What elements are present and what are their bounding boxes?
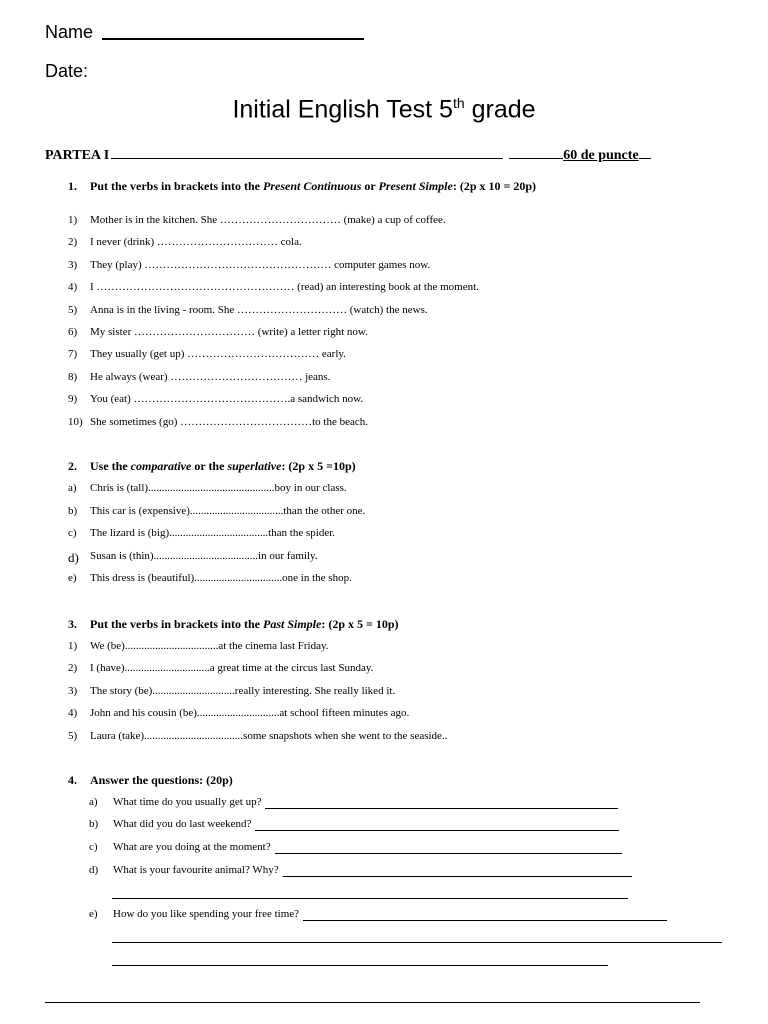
- exercise-2-item-4: [68, 550, 708, 566]
- exercise-3-item-1: [68, 640, 708, 656]
- exercise-1-item-8: [68, 371, 708, 387]
- item-number: b): [89, 818, 99, 830]
- item-text[interactable]: John and his cousin (be)..............................at school fifteen minutes ago.: [90, 707, 410, 720]
- item-number: 4): [68, 281, 78, 294]
- item-number: 6): [68, 326, 78, 338]
- exercise-3-item-2: [68, 662, 708, 678]
- item-number: d): [89, 864, 99, 876]
- item-text[interactable]: I ……………………………………………… (read) an interesting book at the moment.: [90, 281, 479, 294]
- item-text[interactable]: Anna is in the living - room. She ………………………… (watch) the news.: [90, 303, 428, 316]
- item-number: 2): [68, 662, 78, 675]
- exercise-1-item-7: [68, 348, 708, 364]
- exercise-3-item-3: [68, 685, 708, 701]
- answer-line-e[interactable]: [303, 920, 667, 921]
- answer-line-e4[interactable]: [45, 1002, 700, 1003]
- item-text[interactable]: We (be)..................................at the cinema last Friday.: [90, 640, 329, 652]
- exercise-1-item-3: [68, 259, 708, 275]
- name-field[interactable]: [45, 22, 364, 43]
- exercise-3-item-5: [68, 730, 708, 746]
- item-number: 8): [68, 370, 78, 383]
- exercise-3-heading: 3. Put the verbs in brackets into the Past Simple: (2p x 5 = 10p): [68, 617, 399, 631]
- answer-line-d[interactable]: [283, 876, 632, 877]
- exercise-1-item-2: [68, 236, 708, 252]
- exercise-1-item-10: [68, 416, 708, 432]
- item-text[interactable]: Susan is (thin)......................................in our family.: [90, 549, 318, 562]
- item-text[interactable]: He always (wear) ……………………………… jeans.: [90, 370, 331, 383]
- part-heading: [45, 146, 651, 164]
- item-number: b): [68, 504, 78, 517]
- item-number: 2): [68, 236, 78, 249]
- item-number: a): [68, 482, 77, 494]
- date-label: Date:: [45, 61, 89, 81]
- item-number: e): [68, 572, 77, 585]
- exercise-1-item-9: [68, 393, 708, 409]
- exercise-2-item-1: [68, 482, 708, 498]
- item-text[interactable]: I (have)...............................a great time at the circus last Sunday.: [90, 662, 374, 675]
- exercise-1-item-4: [68, 281, 708, 297]
- answer-line-e2[interactable]: [112, 942, 722, 943]
- name-label: Name: [45, 22, 94, 42]
- item-text[interactable]: This dress is (beautiful)................................one in the shop.: [90, 572, 352, 585]
- item-text[interactable]: They (play) …………………………………………… computer games now.: [90, 258, 431, 271]
- page-title: Initial English Test 5th grade: [232, 95, 536, 124]
- exercise-3-item-4: [68, 707, 708, 723]
- answer-line-c[interactable]: [275, 853, 622, 854]
- item-number: 5): [68, 303, 78, 316]
- name-input-line[interactable]: [102, 24, 364, 40]
- exercise-1-item-1: [68, 214, 708, 230]
- question-text: What are you doing at the moment?: [113, 841, 271, 853]
- item-text[interactable]: She sometimes (go) ………………………………to the beach.: [90, 415, 369, 428]
- answer-line-b[interactable]: [255, 830, 619, 831]
- question-text: How do you like spending your free time?: [113, 908, 300, 920]
- item-text[interactable]: The lizard is (big)....................................than the spider.: [90, 527, 336, 540]
- item-number: 1): [68, 640, 78, 652]
- item-number: c): [68, 527, 77, 540]
- item-number: 9): [68, 393, 78, 406]
- item-text[interactable]: I never (drink) …………………………… cola.: [90, 236, 302, 249]
- item-text[interactable]: This car is (expensive)..................................than the other one.: [90, 504, 366, 517]
- exercise-2-item-3: [68, 527, 708, 543]
- exercise-2-item-2: [68, 505, 708, 521]
- item-number: e): [89, 908, 98, 920]
- item-text[interactable]: Chris is (tall)..............................................boy in our class.: [90, 482, 347, 494]
- exercise-1-item-5: [68, 304, 708, 320]
- exercise-1-item-6: [68, 326, 708, 342]
- item-number: d): [68, 549, 79, 565]
- answer-line-a[interactable]: [265, 808, 618, 809]
- answer-line-d2[interactable]: [112, 898, 628, 899]
- item-number: a): [89, 796, 98, 808]
- exercise-4-heading: 4. Answer the questions: (20p): [68, 773, 233, 787]
- item-text[interactable]: The story (be)..............................really interesting. She really liked it.: [90, 684, 396, 697]
- item-number: 3): [68, 258, 78, 271]
- item-number: c): [89, 841, 98, 853]
- item-number: 4): [68, 707, 78, 720]
- part-points: 60 de puncte: [563, 148, 639, 163]
- question-text: What did you do last weekend?: [113, 818, 252, 830]
- item-number: 3): [68, 684, 78, 697]
- answer-line-e3[interactable]: [112, 965, 608, 966]
- exercise-2-item-5: [68, 572, 708, 588]
- exercise-1-heading: 1. Put the verbs in brackets into the Present Continuous or Present Simple: (2p x 10 = 20p): [68, 179, 537, 193]
- item-text[interactable]: Mother is in the kitchen. She …………………………… (make) a cup of coffee.: [90, 214, 446, 226]
- item-text[interactable]: Laura (take)....................................some snapshots when she went to the seaside..: [90, 729, 448, 742]
- item-number: 10): [68, 415, 83, 428]
- question-text: What time do you usually get up?: [113, 796, 262, 808]
- item-number: 5): [68, 729, 78, 742]
- question-text: What is your favourite animal? Why?: [113, 864, 279, 876]
- part-label: PARTEA I: [45, 148, 110, 163]
- item-text[interactable]: My sister …………………………… (write) a letter right now.: [90, 326, 368, 338]
- item-text[interactable]: They usually (get up) ……………………………… early.: [90, 348, 346, 361]
- item-number: 7): [68, 348, 78, 361]
- item-text[interactable]: You (eat) …………………………………….a sandwich now.: [90, 393, 364, 406]
- exercise-2-heading: 2. Use the comparative or the superlative: (2p x 5 =10p): [68, 459, 356, 473]
- item-number: 1): [68, 214, 78, 226]
